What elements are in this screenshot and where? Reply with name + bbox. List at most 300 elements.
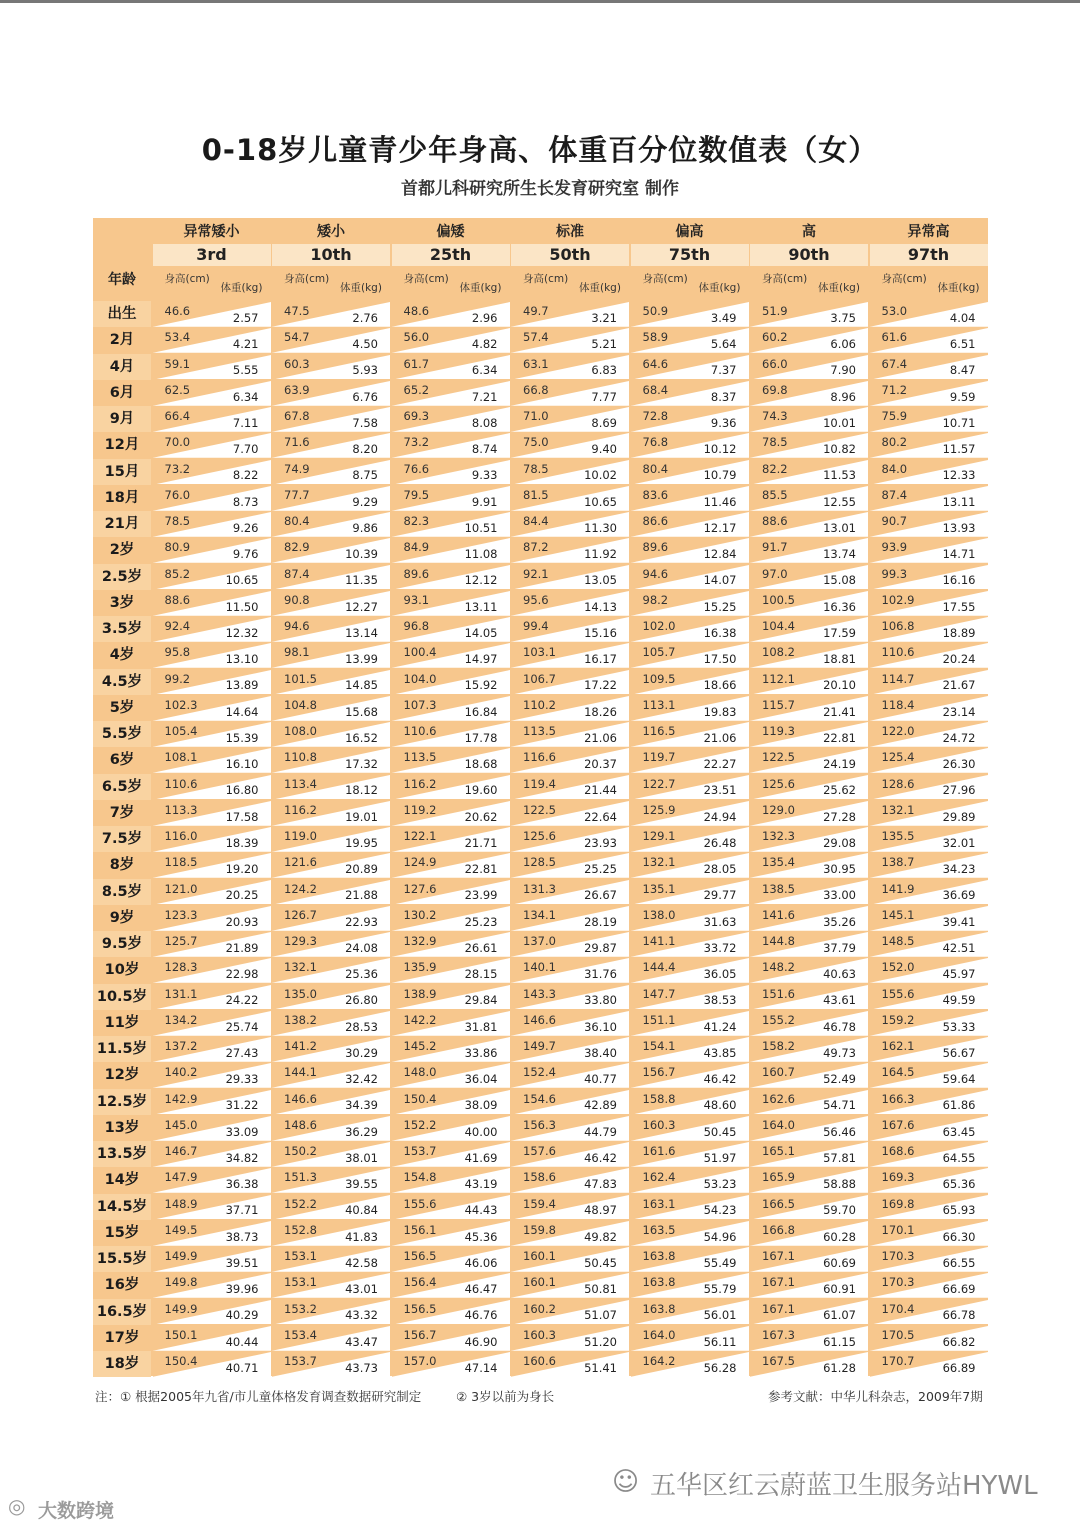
- height-value: 126.7: [284, 907, 317, 922]
- weight-value: 42.51: [942, 940, 976, 955]
- age-label: 11岁: [104, 1014, 140, 1031]
- height-value: 128.6: [881, 776, 915, 791]
- top-border: [0, 0, 1080, 3]
- data-cell: [870, 801, 988, 826]
- data-cell: [750, 906, 868, 931]
- data-cell: [631, 1300, 749, 1325]
- data-cell: [272, 486, 390, 511]
- height-value: 125.6: [523, 829, 556, 843]
- age-label: 5.5岁: [93, 721, 151, 747]
- data-cell: [153, 617, 271, 642]
- height-value: 152.8: [284, 1222, 317, 1237]
- data-cell: [392, 1116, 510, 1141]
- height-value: 95.8: [164, 645, 191, 660]
- height-value: 106.7: [523, 671, 556, 686]
- data-cell: [631, 1168, 749, 1193]
- height-value: 85.5: [762, 487, 788, 502]
- height-value: 61.6: [881, 330, 908, 345]
- height-value: 68.4: [642, 382, 669, 397]
- age-label: 21月: [93, 511, 151, 537]
- weight-value: 10.02: [584, 468, 617, 483]
- height-value: 91.7: [762, 540, 788, 555]
- data-cell: [870, 538, 988, 563]
- weight-value: 27.28: [823, 809, 856, 824]
- weight-value: 14.97: [464, 652, 498, 666]
- data-cell: [631, 827, 749, 852]
- data-cell: [870, 328, 988, 353]
- height-value: 157.0: [403, 1354, 437, 1368]
- weight-value: 20.62: [464, 809, 498, 824]
- weight-value: 36.04: [464, 1072, 498, 1086]
- height-value: 99.4: [523, 619, 549, 633]
- height-value: 79.5: [403, 487, 430, 502]
- height-value: 66.4: [164, 409, 191, 423]
- weight-value: 43.32: [345, 1308, 378, 1323]
- height-value: 160.7: [762, 1065, 795, 1080]
- age-label: 5岁: [109, 699, 135, 716]
- weight-value: 2.96: [471, 310, 498, 325]
- weight-value: 13.74: [823, 547, 856, 561]
- weight-value: 49.73: [823, 1045, 856, 1060]
- height-value: 75.0: [523, 435, 549, 450]
- height-value: 138.7: [881, 855, 915, 870]
- height-value: 156.5: [403, 1249, 437, 1263]
- weight-subheader: 体重(kg): [340, 282, 382, 294]
- height-value: 141.9: [881, 881, 915, 896]
- height-value: 170.1: [881, 1222, 915, 1237]
- data-cell: [392, 801, 510, 826]
- weight-value: 42.89: [584, 1098, 617, 1113]
- age-label: 9月: [93, 406, 151, 432]
- data-cell: [272, 1221, 390, 1246]
- weight-value: 19.20: [225, 862, 259, 876]
- data-cell: [392, 748, 510, 773]
- weight-value: 40.77: [584, 1072, 617, 1086]
- data-cell: [153, 381, 271, 406]
- weight-value: 52.49: [823, 1072, 856, 1086]
- data-cell: [272, 958, 390, 983]
- column-percentile: 90th: [750, 244, 868, 266]
- height-value: 128.3: [164, 960, 198, 975]
- weight-value: 46.78: [823, 1019, 856, 1034]
- weight-value: 66.89: [942, 1360, 976, 1375]
- height-value: 64.6: [642, 356, 669, 371]
- watermark-left: ◎ 大数跨境: [8, 1494, 115, 1522]
- height-value: 98.1: [284, 645, 310, 660]
- data-cell: [392, 1037, 510, 1062]
- data-cell: [511, 591, 629, 616]
- data-cell: [153, 591, 271, 616]
- height-value: 73.2: [403, 435, 430, 450]
- weight-value: 21.89: [225, 940, 259, 955]
- data-cell: [870, 617, 988, 642]
- height-value: 135.4: [762, 855, 795, 870]
- height-value: 67.8: [284, 409, 310, 423]
- data-cell: [153, 1352, 271, 1377]
- height-value: 60.3: [284, 356, 310, 371]
- height-value: 94.6: [284, 619, 310, 633]
- data-cell: [272, 302, 390, 327]
- weight-value: 39.96: [225, 1282, 259, 1296]
- data-cell: [870, 670, 988, 695]
- data-cell: [750, 1011, 868, 1036]
- data-cell: [631, 958, 749, 983]
- weight-value: 12.12: [464, 573, 498, 588]
- column-percentile: 3rd: [153, 244, 271, 266]
- height-value: 119.0: [284, 829, 317, 843]
- height-value: 76.8: [642, 435, 669, 450]
- height-value: 92.4: [164, 619, 191, 633]
- height-value: 72.8: [642, 409, 669, 423]
- height-value: 167.5: [762, 1354, 795, 1368]
- weight-value: 50.45: [703, 1124, 737, 1139]
- age-label: 13.5岁: [93, 1141, 151, 1167]
- weight-value: 56.28: [703, 1360, 737, 1375]
- weight-value: 14.07: [703, 573, 737, 588]
- height-value: 151.1: [642, 1012, 676, 1027]
- column-percentile: 97th: [870, 244, 988, 266]
- data-cell: [750, 486, 868, 511]
- weight-value: 53.23: [703, 1177, 737, 1191]
- height-value: 90.7: [881, 514, 908, 528]
- data-cell: [750, 985, 868, 1010]
- weight-value: 60.28: [823, 1229, 856, 1244]
- height-value: 166.5: [762, 1196, 795, 1211]
- data-cell: [870, 985, 988, 1010]
- weight-value: 16.38: [703, 625, 737, 640]
- data-cell: [511, 512, 629, 537]
- data-cell: [153, 1037, 271, 1062]
- height-value: 119.4: [523, 776, 556, 791]
- data-cell: [153, 1011, 271, 1036]
- height-value: 82.2: [762, 461, 788, 476]
- data-cell: [392, 512, 510, 537]
- data-cell: [631, 617, 749, 642]
- weight-value: 15.08: [823, 573, 856, 588]
- data-cell: [870, 1168, 988, 1193]
- height-value: 135.1: [642, 881, 676, 896]
- data-cell: [272, 433, 390, 458]
- data-cell: [631, 591, 749, 616]
- weight-value: 11.53: [823, 468, 856, 483]
- data-cell: [870, 407, 988, 432]
- data-cell: [750, 1195, 868, 1220]
- weight-value: 66.69: [942, 1282, 976, 1296]
- height-subheader: 身高(cm): [284, 273, 330, 285]
- height-value: 69.3: [403, 409, 430, 423]
- height-value: 160.1: [523, 1249, 556, 1263]
- data-cell: [272, 696, 390, 721]
- weight-value: 65.36: [942, 1177, 976, 1191]
- weight-value: 44.79: [584, 1124, 617, 1139]
- data-cell: [272, 355, 390, 380]
- weight-value: 9.26: [232, 520, 259, 535]
- height-subheader: 身高(cm): [642, 273, 688, 285]
- height-value: 155.6: [403, 1196, 437, 1211]
- height-value: 159.2: [881, 1012, 915, 1027]
- weight-value: 7.70: [232, 442, 259, 456]
- data-cell: [392, 591, 510, 616]
- data-cell: [631, 355, 749, 380]
- height-value: 151.3: [284, 1170, 317, 1185]
- weight-value: 51.41: [584, 1360, 617, 1375]
- height-value: 121.0: [164, 881, 198, 896]
- data-cell: [272, 748, 390, 773]
- age-label: 9岁: [109, 909, 135, 926]
- height-value: 149.9: [164, 1249, 198, 1263]
- weight-value: 18.26: [584, 704, 617, 719]
- height-value: 161.6: [642, 1144, 676, 1158]
- weight-value: 14.64: [225, 704, 259, 719]
- data-cell: [272, 1116, 390, 1141]
- height-value: 125.9: [642, 802, 676, 817]
- weight-value: 42.58: [345, 1255, 378, 1270]
- weight-value: 17.22: [584, 678, 617, 693]
- height-value: 118.4: [881, 697, 915, 712]
- height-value: 114.7: [881, 671, 915, 686]
- height-value: 88.6: [762, 514, 788, 528]
- weight-value: 5.64: [710, 337, 737, 351]
- data-cell: [870, 643, 988, 668]
- weight-value: 27.43: [225, 1045, 259, 1060]
- weight-value: 56.11: [703, 1334, 737, 1349]
- weight-subheader: 体重(kg): [937, 282, 980, 294]
- weight-value: 27.96: [942, 783, 976, 798]
- data-cell: [631, 985, 749, 1010]
- height-value: 122.5: [523, 802, 556, 817]
- data-cell: [870, 565, 988, 590]
- height-value: 124.2: [284, 881, 317, 896]
- height-value: 135.9: [403, 960, 437, 975]
- data-cell: [392, 1221, 510, 1246]
- weight-value: 3.75: [830, 310, 856, 325]
- weight-value: 36.05: [703, 967, 737, 981]
- data-cell: [272, 801, 390, 826]
- data-cell: [631, 880, 749, 905]
- height-value: 96.8: [403, 619, 430, 633]
- data-cell: [511, 1352, 629, 1377]
- height-value: 93.1: [403, 592, 430, 607]
- height-value: 134.1: [523, 907, 556, 922]
- weight-value: 17.50: [703, 652, 737, 666]
- data-cell: [750, 748, 868, 773]
- age-label: 15.5岁: [93, 1246, 151, 1272]
- weight-value: 47.14: [464, 1360, 498, 1375]
- weight-value: 48.97: [584, 1203, 617, 1218]
- weight-value: 61.15: [823, 1334, 856, 1349]
- height-value: 84.4: [523, 514, 549, 528]
- weight-value: 4.21: [232, 337, 259, 351]
- weight-subheader: 体重(kg): [818, 282, 860, 294]
- data-cell: [750, 512, 868, 537]
- data-cell: [750, 1273, 868, 1298]
- weight-value: 9.86: [352, 520, 378, 535]
- data-cell: [153, 1247, 271, 1272]
- data-cell: [272, 1326, 390, 1351]
- data-cell: [272, 407, 390, 432]
- weight-value: 33.72: [703, 940, 737, 955]
- height-value: 66.8: [523, 382, 549, 397]
- height-subheader: 身高(cm): [403, 273, 449, 285]
- height-value: 138.0: [642, 907, 676, 922]
- data-cell: [392, 433, 510, 458]
- age-label: 12岁: [104, 1067, 140, 1084]
- data-cell: [272, 1090, 390, 1115]
- weight-value: 19.01: [345, 809, 378, 824]
- weight-value: 23.51: [703, 783, 737, 798]
- height-value: 61.7: [403, 356, 430, 371]
- height-value: 127.6: [403, 881, 437, 896]
- weight-value: 8.37: [710, 389, 737, 404]
- data-cell: [511, 958, 629, 983]
- weight-value: 12.17: [703, 520, 737, 535]
- height-value: 130.2: [403, 907, 437, 922]
- weight-value: 26.61: [464, 940, 498, 955]
- weight-value: 34.39: [345, 1098, 378, 1113]
- height-value: 74.9: [284, 461, 310, 476]
- weight-value: 10.71: [942, 415, 976, 430]
- height-value: 145.2: [403, 1039, 437, 1053]
- height-value: 140.2: [164, 1065, 198, 1080]
- height-value: 121.6: [284, 855, 317, 870]
- percentile-table: [93, 218, 988, 1376]
- height-value: 78.5: [523, 461, 549, 476]
- data-cell: [750, 932, 868, 957]
- height-subheader: 身高(cm): [762, 273, 808, 285]
- weight-value: 8.69: [591, 415, 617, 430]
- age-label: 16岁: [104, 1277, 140, 1294]
- height-value: 101.5: [284, 671, 317, 686]
- age-label: 3.5岁: [93, 616, 151, 642]
- height-value: 148.6: [284, 1117, 317, 1132]
- data-cell: [153, 355, 271, 380]
- data-cell: [750, 958, 868, 983]
- data-cell: [631, 722, 749, 747]
- height-value: 46.6: [164, 304, 191, 318]
- height-value: 129.1: [642, 829, 676, 843]
- data-cell: [392, 775, 510, 800]
- height-value: 112.1: [762, 671, 795, 686]
- data-cell: [870, 1273, 988, 1298]
- weight-value: 6.76: [352, 389, 378, 404]
- height-value: 73.2: [164, 461, 191, 476]
- data-cell: [272, 1168, 390, 1193]
- height-value: 150.4: [164, 1354, 198, 1368]
- height-value: 156.7: [403, 1327, 437, 1342]
- weight-value: 8.73: [232, 494, 259, 509]
- height-value: 165.1: [762, 1144, 795, 1158]
- data-cell: [750, 433, 868, 458]
- height-value: 84.0: [881, 461, 908, 476]
- height-value: 116.6: [523, 750, 556, 765]
- weight-value: 16.10: [225, 757, 259, 771]
- data-cell: [750, 722, 868, 747]
- data-cell: [631, 1352, 749, 1377]
- data-cell: [272, 460, 390, 485]
- height-value: 138.5: [762, 881, 795, 896]
- weight-value: 18.66: [703, 678, 737, 693]
- weight-subheader: 体重(kg): [459, 282, 502, 294]
- data-cell: [272, 985, 390, 1010]
- height-value: 77.7: [284, 487, 310, 502]
- weight-value: 22.81: [464, 862, 498, 876]
- height-value: 156.4: [403, 1275, 437, 1290]
- weight-value: 11.35: [345, 573, 378, 588]
- height-value: 125.6: [762, 776, 795, 791]
- weight-value: 57.81: [823, 1150, 856, 1165]
- weight-value: 22.27: [703, 757, 737, 771]
- height-value: 169.8: [881, 1196, 915, 1211]
- weight-value: 34.82: [225, 1150, 259, 1165]
- weight-value: 33.80: [584, 993, 617, 1008]
- weight-value: 17.78: [464, 730, 498, 745]
- weight-value: 18.39: [225, 835, 259, 850]
- weight-value: 48.60: [703, 1098, 737, 1113]
- height-value: 113.5: [403, 750, 437, 765]
- data-cell: [511, 1037, 629, 1062]
- data-cell: [392, 1063, 510, 1088]
- height-value: 113.3: [164, 802, 198, 817]
- weight-value: 11.50: [225, 599, 259, 614]
- height-value: 89.6: [403, 566, 430, 581]
- weight-value: 4.50: [352, 337, 378, 351]
- weight-subheader: 体重(kg): [220, 282, 263, 294]
- data-cell: [750, 643, 868, 668]
- data-cell: [392, 985, 510, 1010]
- data-cell: [153, 1168, 271, 1193]
- height-value: 150.4: [403, 1091, 437, 1106]
- height-value: 103.1: [523, 645, 556, 660]
- weight-value: 7.90: [830, 363, 856, 378]
- weight-value: 63.45: [942, 1124, 976, 1139]
- height-value: 153.7: [284, 1354, 317, 1368]
- data-cell: [631, 853, 749, 878]
- height-value: 137.0: [523, 934, 556, 948]
- data-cell: [392, 538, 510, 563]
- data-cell: [750, 1326, 868, 1351]
- column-name: 异常矮小: [183, 224, 240, 240]
- height-value: 116.5: [642, 724, 676, 738]
- data-cell: [631, 1063, 749, 1088]
- data-cell: [272, 1011, 390, 1036]
- data-cell: [153, 1221, 271, 1246]
- weight-value: 13.11: [942, 494, 976, 509]
- data-cell: [870, 853, 988, 878]
- data-cell: [631, 486, 749, 511]
- data-cell: [511, 722, 629, 747]
- data-cell: [392, 1300, 510, 1325]
- data-cell: [631, 1090, 749, 1115]
- data-cell: [870, 355, 988, 380]
- data-cell: [272, 853, 390, 878]
- weight-value: 38.73: [225, 1229, 259, 1244]
- height-value: 149.8: [164, 1275, 198, 1290]
- height-value: 163.8: [642, 1275, 676, 1290]
- age-label: 2.5岁: [93, 564, 151, 590]
- data-cell: [750, 827, 868, 852]
- height-value: 148.5: [881, 934, 915, 948]
- weight-value: 29.87: [584, 940, 617, 955]
- data-cell: [153, 696, 271, 721]
- weight-value: 60.69: [823, 1255, 856, 1270]
- data-cell: [153, 512, 271, 537]
- weight-value: 40.84: [345, 1203, 378, 1218]
- weight-value: 17.58: [225, 809, 259, 824]
- weight-value: 16.17: [584, 652, 617, 666]
- data-cell: [511, 985, 629, 1010]
- height-value: 145.1: [881, 907, 915, 922]
- age-label: 14.5岁: [93, 1194, 151, 1220]
